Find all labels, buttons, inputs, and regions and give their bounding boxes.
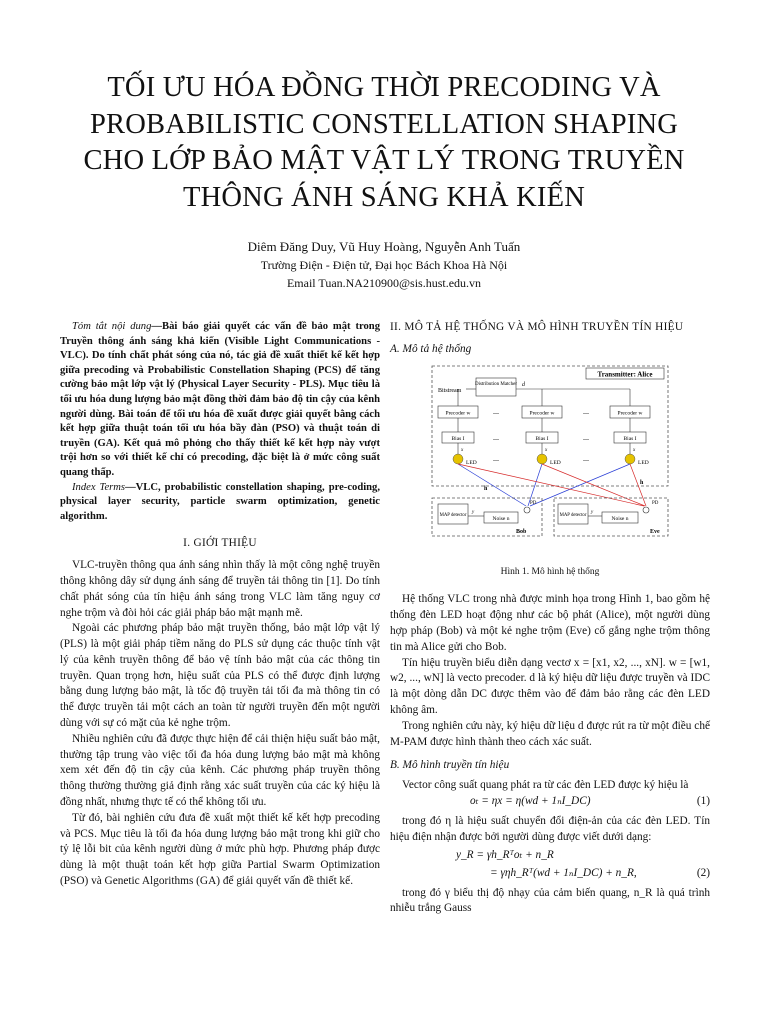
svg-text:...: ... <box>583 432 589 442</box>
right-column <box>390 320 710 917</box>
hb-label: h <box>484 485 488 492</box>
intro-paragraph-1: VLC-truyền thông qua ánh sáng nhìn thấy là một công nghệ truyền thông không dây sử dụng ánh sáng để truyền tải thông tin [1]. Do tính chất phát sóng của tín hiệu ánh sáng trong VLC làm tăng nguy cơ nghe trộm và đòi hỏi các giải pháp bảo mật mạnh mẽ. <box>60 559 380 619</box>
signal-paragraph-3: trong đó γ biểu thị độ nhạy của cảm biến quang, n_R là quá trình nhiễu trắng Gauss <box>390 886 710 915</box>
equation-1-number: (1) <box>696 794 710 807</box>
system-model-figure <box>390 364 710 569</box>
svg-text:...: ... <box>493 432 499 442</box>
email: Email Tuan.NA210900@sis.hust.edu.vn <box>286 276 482 290</box>
title-line-2: PROBABILISTIC CONSTELLATION SHAPING <box>89 108 679 140</box>
bob-label: Bob <box>516 528 527 535</box>
d-label: d <box>522 381 525 388</box>
left-column <box>60 320 380 890</box>
figure-caption: Hình 1. Mô hình hệ thống <box>500 566 600 577</box>
equation-1-body: oₜ = ηx = η(wd + 1ₙI_DC) <box>470 794 591 807</box>
svg-text:MAP detector: MAP detector <box>559 512 587 518</box>
signal-paragraph-1: Vector công suất quang phát ra từ các đèn LED được ký hiệu là <box>402 779 689 792</box>
intro-paragraph-4: Từ đó, bài nghiên cứu đưa đề xuất một thiết kế kết hợp precoding và PCS. Mục tiêu là tối đa hóa dung lượng bảo mật trong khi giữ cho tỷ lệ lỗi bit của kênh người dùng ở mức phù hợp. Phương pháp được dùng là một thuật toán kết hợp giữa Partial Swarm Optimization (PSO) và Genetic Algorithms (GA) để giải quyết vấn đề thiết kế. <box>60 811 380 888</box>
bias-2-label: Bias I <box>535 435 549 442</box>
index-terms-lead: Index Terms <box>72 481 126 493</box>
svg-text:y: y <box>472 509 475 515</box>
svg-text:...: ... <box>583 453 589 463</box>
svg-text:Noise n: Noise n <box>492 515 510 522</box>
section-heading-system: II. MÔ TẢ HỆ THỐNG VÀ MÔ HÌNH TRUYỀN TÍN HIỆU <box>390 321 684 333</box>
system-paragraph-1: Hệ thống VLC trong nhà được minh họa trong Hình 1, bao gồm hệ thống đèn LED hoạt động như các bộ phát (Alice), một người dùng hợp pháp (Bob) và một kẻ nghe trộm (Eve) cố gắng nghe trộm thông tin mà Alice gửi cho Bob. <box>390 593 710 653</box>
subsection-b-heading: B. Mô hình truyền tín hiệu <box>390 759 510 772</box>
subsection-a-heading: A. Mô tả hệ thống <box>390 342 472 355</box>
author-block <box>0 238 768 292</box>
transmitter-label: Transmitter: Alice <box>597 370 653 379</box>
system-paragraph-3: Trong nghiên cứu này, ký hiệu dữ liệu d được rút ra từ một điều chế M-PAM được hình thành theo cách xác suất. <box>390 719 710 748</box>
paper-title <box>40 70 728 216</box>
title-line-4: THÔNG ÁNH SÁNG KHẢ KIẾN <box>183 181 585 213</box>
system-paragraph-2: Tín hiệu truyền biểu diễn dạng vectơ x = [x1, x2, ..., xN]. w = [w1, w2, ..., wN] là vecto precoder. d là ký hiệu dữ liệu được truyền và IDC là một dòng dẫn DC được thêm vào để đảm bảo rằng các đèn LED không âm. <box>390 656 710 716</box>
svg-text:x: x <box>633 447 636 453</box>
equation-1 <box>390 794 710 814</box>
precoder-1-label: Precoder w <box>445 410 471 417</box>
abstract <box>60 320 380 481</box>
bitstream-label: Bitstream <box>438 387 462 394</box>
svg-text:Noise n: Noise n <box>611 515 629 522</box>
svg-text:LED: LED <box>638 459 649 466</box>
bias-n-label: Bias I <box>623 435 637 442</box>
svg-text:y: y <box>591 509 594 515</box>
intro-paragraph-3: Nhiều nghiên cứu đã được thực hiện để cải thiện hiệu suất bảo mật, thường tập trung vào việc tối đa hóa dung lượng bảo mật mà không xem xét đến độ tin cậy của kênh. Các phương pháp truyền thông thông thường thường giả định rằng xác suất truyền của các ký hiệu là đồng nhất, nhưng thực tế có thể không tối ưu. <box>60 732 380 809</box>
section-heading-intro: I. GIỚI THIỆU <box>183 537 257 550</box>
eve-label: Eve <box>650 528 660 535</box>
svg-text:LED: LED <box>550 459 561 466</box>
system-diagram <box>430 364 670 564</box>
affiliation: Trường Điện - Điện tử, Đại học Bách Khoa Hà Nội <box>260 258 508 272</box>
led-n-icon <box>625 454 635 464</box>
bias-1-label: Bias I <box>451 435 465 442</box>
transmitter-box <box>432 366 668 486</box>
equation-2-line-2: = γηh_Rᵀ(wd + 1ₙI_DC) + n_R, <box>490 866 637 879</box>
he-label: h <box>640 479 644 486</box>
index-terms <box>60 481 380 525</box>
matcher-label: Distribution Matcher <box>474 381 518 387</box>
equation-2 <box>390 846 710 886</box>
svg-text:PD: PD <box>652 500 659 506</box>
precoder-2-label: Precoder w <box>529 410 555 417</box>
svg-text:PD: PD <box>530 500 537 506</box>
intro-paragraph-2: Ngoài các phương pháp bảo mật truyền thống, bảo mật lớp vật lý (PLS) là một giải pháp tiềm năng do PLS sử dụng các thuộc tính vật lý của kênh truyền thông để bảo vệ tính bảo mật của các thông tin truyền. Quan trọng hơn, hiệu suất của PLS có thể được định lượng bằng dung lượng bảo mật, là tốc độ truyền tải tối đa mà thông tin có thể được truyền tải một cách an toàn từ người truyền đến một người dùng với sự có mặt của kẻ nghe trộm. <box>60 622 380 730</box>
matcher-box <box>476 378 516 396</box>
index-terms-text: —VLC, probabilistic constellation shaping, pre-coding, physical layer security, particle swarm optimization, genetic algorithm. <box>60 481 380 522</box>
abstract-lead: Tóm tắt nội dung <box>72 321 152 332</box>
equation-2-number: (2) <box>696 866 710 879</box>
led-1-icon <box>453 454 463 464</box>
svg-text:x: x <box>461 447 464 453</box>
equation-2-line-1: y_R = γh_Rᵀoₜ + n_R <box>456 848 554 861</box>
svg-text:...: ... <box>493 453 499 463</box>
authors: Diêm Đăng Duy, Vũ Huy Hoàng, Nguyễn Anh Tuấn <box>247 239 521 254</box>
abstract-text: —Bài báo giải quyết các vấn đề bảo mật trong Truyền thông ánh sáng khả kiến (Visible Light Communications - VLC). Do tính chất phát sóng của nó, tác giả đề xuất thiết kế kết hợp giữa precoding và Probabilistic Constellation Shaping (PCS) để tăng cường bảo mật lớp vật lý (Physical Layer Security - PLS). Mục tiêu là tối ưu hóa dung lượng bảo mật đồng thời đảm bảo độ tin cậy của kênh người dùng. Bài toán để tối ưu hóa đề xuất được giải quyết bằng cách kết hợp giữa thuật toán tối ưu hóa bầy đàn (PSO) và thuật toán di truyền (GA). Kết quả mô phỏng cho thấy thiết kế kết hợp này vượt trội hơn so với thiết kế chỉ có precoding, đặc biệt là ở mức công suất quang thấp. <box>60 321 380 478</box>
svg-text:...: ... <box>493 406 499 416</box>
led-2-icon <box>537 454 547 464</box>
title-line-1: TỐI ƯU HÓA ĐỒNG THỜI PRECODING VÀ <box>107 72 661 103</box>
svg-text:MAP detector: MAP detector <box>439 512 467 518</box>
svg-text:LED: LED <box>466 459 477 466</box>
title-line-3: CHO LỚP BẢO MẬT VẬT LÝ TRONG TRUYỀN <box>83 145 685 176</box>
svg-text:x: x <box>545 447 548 453</box>
svg-text:...: ... <box>583 406 589 416</box>
precoder-n-label: Precoder w <box>617 410 643 417</box>
signal-paragraph-2: trong đó η là hiệu suất chuyển đổi điện-ản của các đèn LED. Tín hiệu điện nhận được bởi người dùng được viết dưới dạng: <box>390 814 710 843</box>
